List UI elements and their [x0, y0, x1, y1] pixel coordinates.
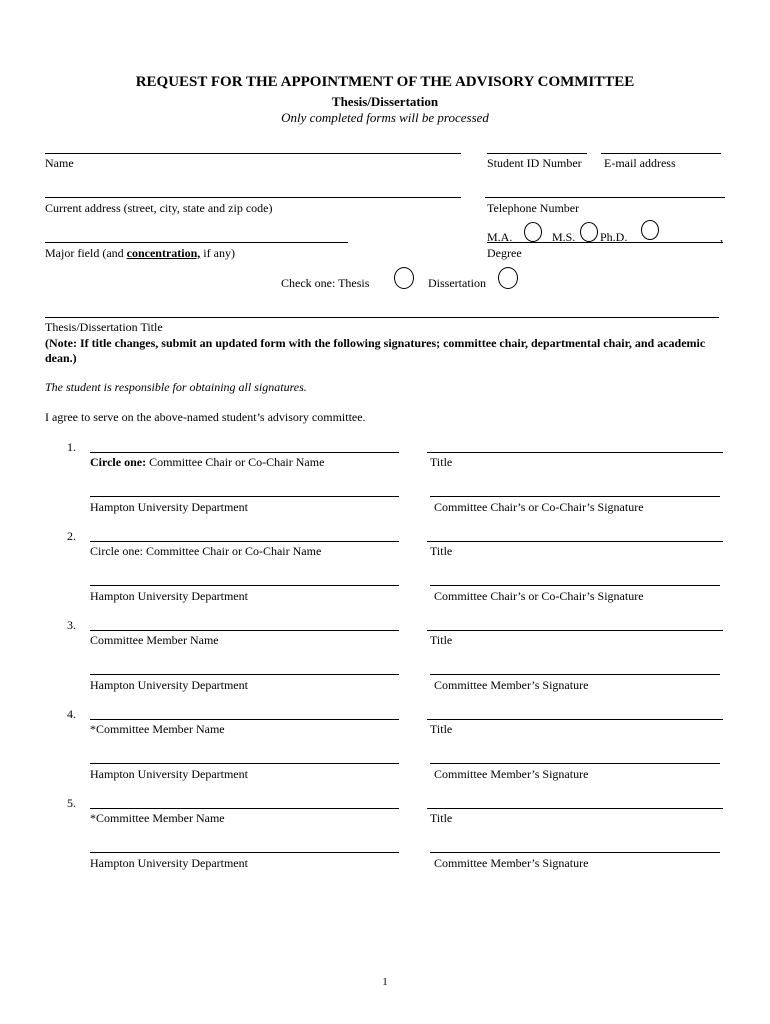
degree-trailing: , [720, 230, 723, 244]
degree-label: Degree [487, 246, 522, 260]
committee-title-label: Title [430, 544, 453, 558]
dissertation-label: Dissertation [428, 276, 486, 290]
degree-phd-circle[interactable] [641, 220, 659, 240]
committee-signature-line[interactable] [430, 674, 720, 675]
committee-title-line[interactable] [427, 719, 723, 720]
committee-signature-line[interactable] [430, 852, 720, 853]
student-id-label: Student ID Number [487, 156, 582, 170]
committee-department-label: Hampton University Department [90, 589, 248, 603]
committee-name-label: Circle one: Committee Chair or Co-Chair Name [90, 455, 325, 469]
committee-name-label: *Committee Member Name [90, 722, 225, 736]
committee-name-line[interactable] [90, 541, 399, 542]
degree-field-line [487, 242, 723, 243]
degree-option-ma: M.A. [487, 230, 513, 244]
committee-title-label: Title [430, 633, 453, 647]
committee-entry-number: 5. [67, 796, 76, 810]
student-id-field-line[interactable] [487, 153, 587, 154]
responsibility-statement: The student is responsible for obtaining all signatures. [45, 380, 307, 394]
committee-entry-number: 3. [67, 618, 76, 632]
committee-title-line[interactable] [427, 541, 723, 542]
committee-signature-label: Committee Chair’s or Co-Chair’s Signature [434, 500, 644, 514]
completion-notice: Only completed forms will be processed [281, 110, 489, 125]
dissertation-circle[interactable] [498, 267, 518, 289]
committee-department-line[interactable] [90, 585, 399, 586]
committee-signature-line[interactable] [430, 763, 720, 764]
committee-department-line[interactable] [90, 674, 399, 675]
major-label: Major field (and concentration, if any) [45, 246, 235, 260]
committee-department-line[interactable] [90, 496, 399, 497]
degree-ms-circle[interactable] [580, 222, 598, 242]
agreement-statement: I agree to serve on the above-named student’s advisory committee. [45, 410, 366, 424]
committee-name-line[interactable] [90, 452, 399, 453]
address-field-line[interactable] [45, 197, 461, 198]
committee-department-label: Hampton University Department [90, 500, 248, 514]
degree-option-ms: M.S. [552, 230, 576, 244]
name-field-line[interactable] [45, 153, 461, 154]
thesis-circle[interactable] [394, 267, 414, 289]
committee-department-label: Hampton University Department [90, 678, 248, 692]
telephone-field-line[interactable] [485, 197, 725, 198]
committee-name-label: Committee Member Name [90, 633, 219, 647]
committee-title-label: Title [430, 722, 453, 736]
title-change-note: (Note: If title changes, submit an updated form with the following signatures; committee chair, departmental chair, and academic dean.) [45, 336, 706, 365]
page-subtitle: Thesis/Dissertation [331, 94, 439, 109]
committee-entry-number: 4. [67, 707, 76, 721]
page-number: 1 [382, 976, 388, 988]
committee-signature-label: Committee Member’s Signature [434, 856, 589, 870]
committee-entry-number: 1. [67, 440, 76, 454]
address-label: Current address (street, city, state and zip code) [45, 201, 273, 215]
major-field-line[interactable] [45, 242, 348, 243]
committee-name-line[interactable] [90, 719, 399, 720]
committee-signature-line[interactable] [430, 585, 720, 586]
committee-title-line[interactable] [427, 630, 723, 631]
committee-signature-line[interactable] [430, 496, 720, 497]
page-title: REQUEST FOR THE APPOINTMENT OF THE ADVISORY COMMITTEE [135, 74, 635, 90]
committee-name-line[interactable] [90, 808, 399, 809]
committee-name-label: *Committee Member Name [90, 811, 225, 825]
committee-department-label: Hampton University Department [90, 767, 248, 781]
thesis-title-field-line[interactable] [45, 317, 719, 318]
committee-title-line[interactable] [427, 808, 723, 809]
name-label: Name [45, 156, 74, 170]
committee-signature-label: Committee Member’s Signature [434, 767, 589, 781]
committee-department-label: Hampton University Department [90, 856, 248, 870]
email-label: E-mail address [604, 156, 676, 170]
committee-title-label: Title [430, 811, 453, 825]
committee-name-label: Circle one: Committee Chair or Co-Chair Name [90, 544, 322, 558]
degree-ma-circle[interactable] [524, 222, 542, 242]
degree-option-phd: Ph.D. [600, 230, 628, 244]
committee-signature-label: Committee Member’s Signature [434, 678, 589, 692]
check-one-thesis-label: Check one: Thesis [281, 276, 370, 290]
committee-title-line[interactable] [427, 452, 723, 453]
committee-department-line[interactable] [90, 763, 399, 764]
committee-department-line[interactable] [90, 852, 399, 853]
committee-signature-label: Committee Chair’s or Co-Chair’s Signature [434, 589, 644, 603]
committee-entry-number: 2. [67, 529, 76, 543]
email-field-line[interactable] [601, 153, 721, 154]
thesis-title-label: Thesis/Dissertation Title [45, 320, 163, 334]
telephone-label: Telephone Number [487, 201, 580, 215]
committee-title-label: Title [430, 455, 453, 469]
committee-name-line[interactable] [90, 630, 399, 631]
